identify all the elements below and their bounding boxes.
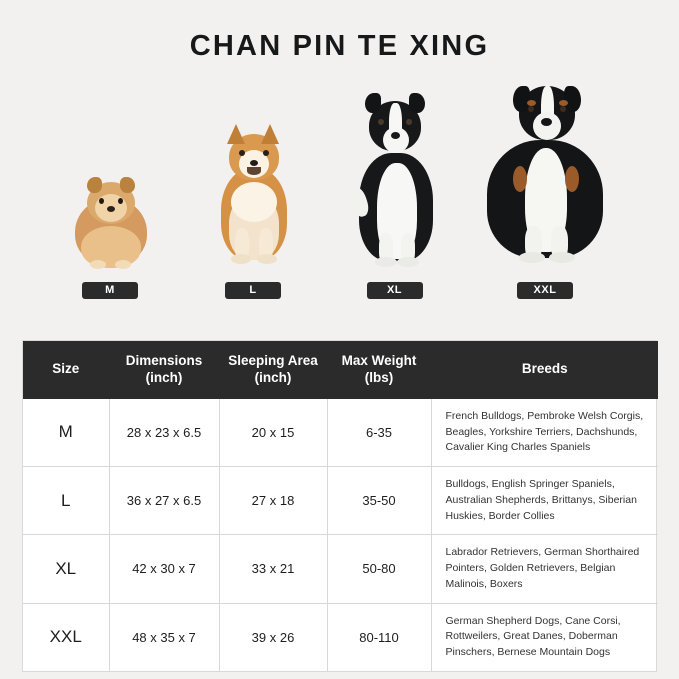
column-header-dimensions-line1: Dimensions [125, 353, 203, 368]
column-header-weight-line1: Max Weight [341, 353, 417, 368]
cell-max-weight: 35-50 [327, 467, 431, 535]
column-header-dimensions-line2: (inch) [145, 369, 183, 385]
cell-dimensions: 36 x 27 x 6.5 [109, 467, 219, 535]
column-header-dimensions [109, 341, 219, 399]
size-chart-table [23, 341, 658, 671]
cell-max-weight: 50-80 [327, 535, 431, 603]
size-badge-xxl: XXL [517, 282, 573, 299]
cell-size: XXL [23, 603, 109, 671]
column-header-sleeping-line1: Sleeping Area [228, 353, 318, 368]
cell-dimensions: 28 x 23 x 6.5 [109, 399, 219, 467]
size-badge-l: L [225, 282, 281, 299]
column-header-weight-line2: (lbs) [364, 369, 394, 385]
column-header-sleeping-line2: (inch) [254, 369, 292, 385]
cell-size: L [23, 467, 109, 535]
column-header-sleeping-area [219, 341, 327, 399]
border-collie-illustration [335, 83, 455, 275]
cell-max-weight: 80-110 [327, 603, 431, 671]
dog-size-l [198, 110, 308, 299]
dog-size-xl [332, 83, 457, 299]
size-badge-m: M [82, 282, 138, 299]
cell-sleeping-area: 27 x 18 [219, 467, 327, 535]
table-row [23, 603, 658, 671]
cell-breeds: French Bulldogs, Pembroke Welsh Corgis, Beagles, Yorkshire Terriers, Dachshunds, Cavalier King Charles Spaniels [445, 409, 644, 454]
cell-sleeping-area: 20 x 15 [219, 399, 327, 467]
cell-sleeping-area: 39 x 26 [219, 603, 327, 671]
column-header-size: Size [23, 341, 109, 399]
dog-size-xxl [465, 70, 625, 299]
cell-dimensions: 42 x 30 x 7 [109, 535, 219, 603]
dog-illustration-row [0, 79, 679, 299]
cell-max-weight: 6-35 [327, 399, 431, 467]
page-title: CHAN PIN TE XING [189, 30, 490, 62]
table-row [23, 535, 658, 603]
cell-size: M [23, 399, 109, 467]
size-badge-xl: XL [367, 282, 423, 299]
column-header-max-weight [327, 341, 431, 399]
cell-size: XL [23, 535, 109, 603]
table-row [23, 399, 658, 467]
column-header-breeds: Breeds [431, 341, 658, 399]
size-chart-table-container [22, 340, 657, 672]
shiba-inu-illustration [201, 110, 305, 275]
cell-breeds: Bulldogs, English Springer Spaniels, Australian Shepherds, Brittanys, Siberian Huskies, Border Collies [431, 467, 658, 535]
dog-size-m [60, 160, 160, 299]
cell-dimensions: 48 x 35 x 7 [109, 603, 219, 671]
table-row [23, 467, 658, 535]
pomeranian-illustration [65, 160, 155, 275]
cell-breeds: German Shepherd Dogs, Cane Corsi, Rottweilers, Great Danes, Doberman Pinschers, Bernese Mountain Dogs [431, 603, 658, 671]
table-header-row [23, 341, 658, 399]
cell-sleeping-area: 33 x 21 [219, 535, 327, 603]
cell-breeds: Labrador Retrievers, German Shorthaired Pointers, Golden Retrievers, Belgian Malinois, Boxers [431, 535, 658, 603]
bernese-mountain-dog-illustration [469, 70, 621, 275]
